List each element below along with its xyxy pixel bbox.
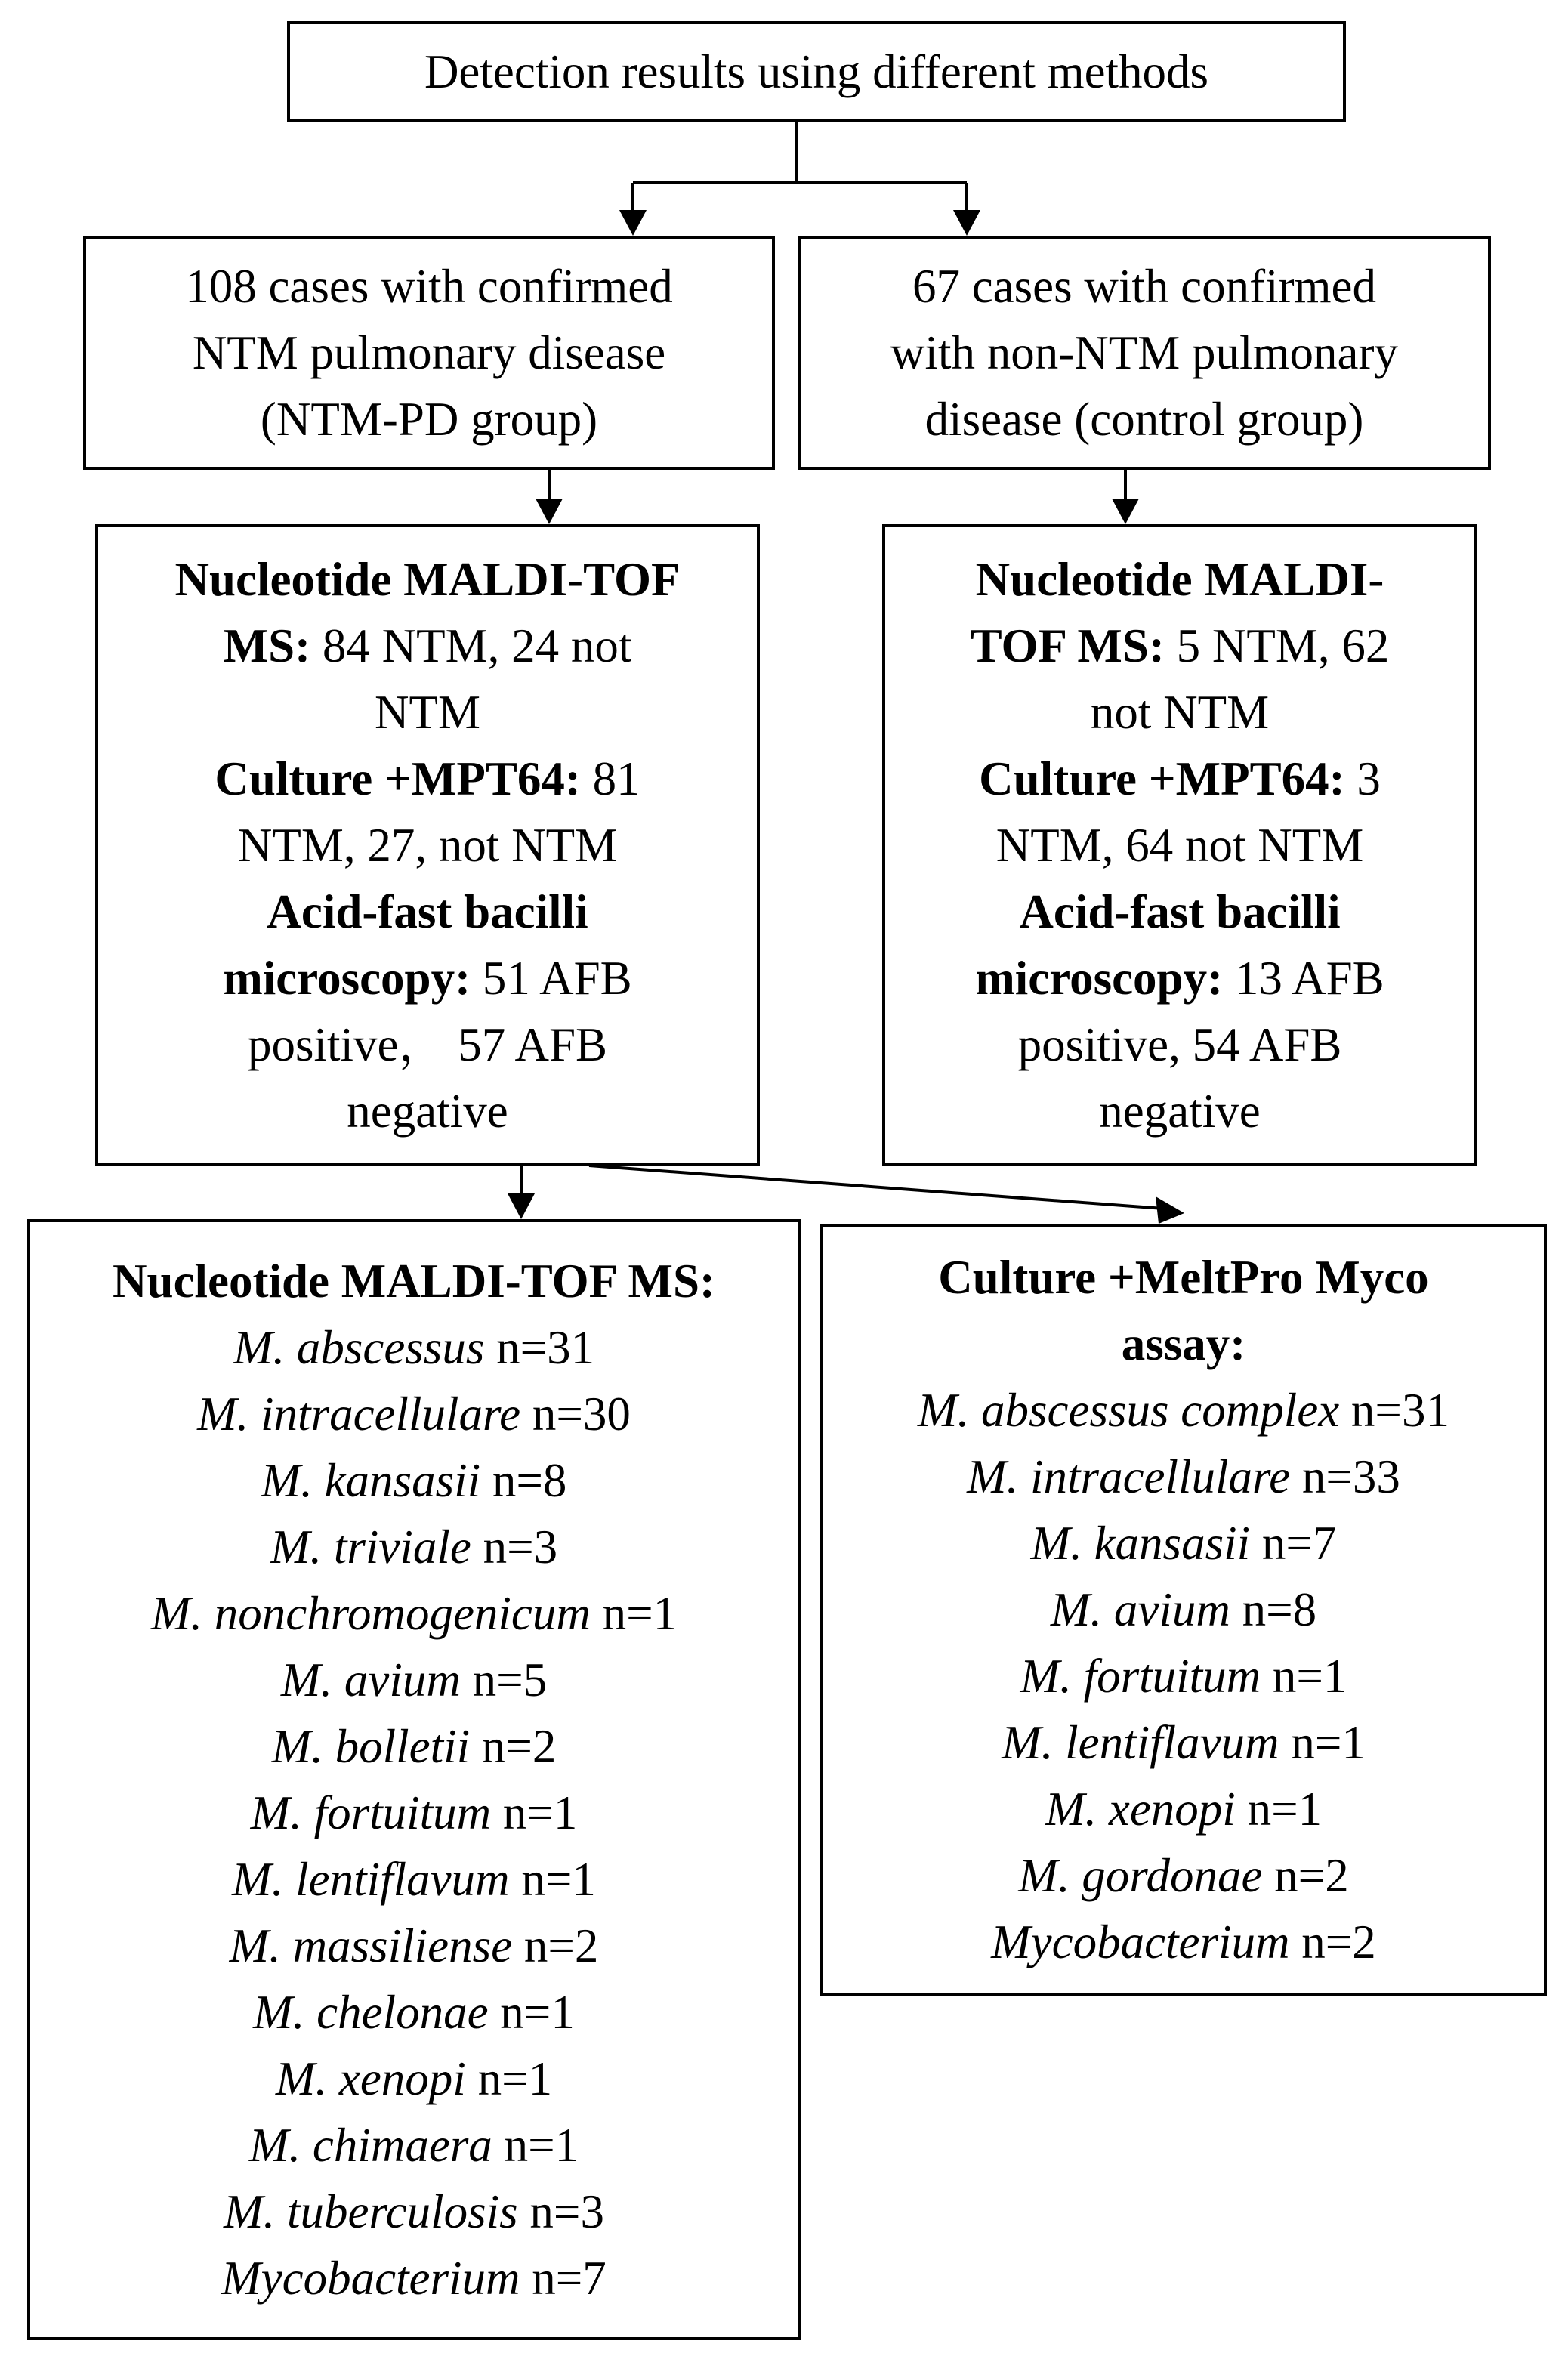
species-count: n=1 <box>590 1587 678 1640</box>
species-item <box>224 2178 604 2245</box>
left-culture-value-1: 81 <box>580 752 640 805</box>
left-maldi-value-2: NTM <box>375 685 480 739</box>
right-culture-value-1: 3 <box>1344 752 1381 805</box>
left-maldi-value-1: 84 NTM, 24 not <box>310 619 632 672</box>
species-count: n=2 <box>1289 1916 1376 1968</box>
species-name: Mycobacterium <box>991 1916 1290 1968</box>
right-afb-label: Acid-fast bacilli <box>1019 885 1341 938</box>
species-count: n=33 <box>1290 1450 1400 1503</box>
right-culture-value-2: NTM, 64 not NTM <box>995 818 1364 872</box>
species-count: n=7 <box>520 2252 607 2305</box>
species-item <box>1045 1776 1322 1842</box>
top-title-box <box>287 21 1346 122</box>
ntm-group-line-2: NTM pulmonary disease <box>192 326 666 379</box>
right-afb-label-2: microscopy: <box>975 951 1224 1005</box>
species-count: n=1 <box>488 1986 575 2039</box>
species-name: M. kansasii <box>261 1454 481 1507</box>
control-group-line-2: with non-NTM pulmonary <box>890 326 1398 379</box>
species-item <box>251 1780 578 1846</box>
species-name: M. bolletii <box>271 1720 471 1773</box>
arrowhead-ntm-group <box>619 210 647 236</box>
species-name: M. intracellulare <box>967 1450 1291 1503</box>
species-name: M. chimaera <box>248 2119 492 2172</box>
species-name: M. kansasii <box>1030 1517 1251 1570</box>
species-item <box>1002 1709 1366 1776</box>
species-item <box>1020 1643 1347 1709</box>
species-name: M. avium <box>280 1653 461 1706</box>
arrowhead-left-results <box>536 499 563 524</box>
arrowhead-meltpro-species <box>1156 1196 1184 1224</box>
right-afb-value-1: 13 AFB <box>1223 951 1384 1005</box>
species-count: n=2 <box>1262 1849 1349 1902</box>
species-count: n=2 <box>470 1720 557 1773</box>
species-count: n=2 <box>512 1919 599 1972</box>
species-count: n=5 <box>460 1653 548 1706</box>
species-name: M. massiliense <box>229 1919 513 1972</box>
right-maldi-value-1: 5 NTM, 62 <box>1164 619 1390 672</box>
maldi-species-box <box>27 1219 801 2340</box>
left-maldi-label-2: MS: <box>223 619 311 672</box>
meltpro-title-1: Culture +MeltPro Myco <box>938 1251 1429 1304</box>
species-name: M. abscessus complex <box>918 1384 1340 1437</box>
species-item <box>1051 1576 1316 1643</box>
species-item <box>272 1713 557 1780</box>
left-afb-value-1: 51 AFB <box>471 951 632 1005</box>
left-culture-label: Culture +MPT64: <box>215 752 581 805</box>
species-count: n=1 <box>1279 1716 1366 1769</box>
species-item <box>151 1580 677 1647</box>
species-name: M. abscessus <box>233 1321 485 1374</box>
species-item <box>249 2112 579 2178</box>
species-item <box>281 1647 547 1713</box>
arrowhead-right-results <box>1112 499 1139 524</box>
maldi-species-title: Nucleotide MALDI-TOF MS: <box>113 1255 715 1308</box>
right-afb-value-3: negative <box>1099 1084 1261 1138</box>
arrowhead-control-group <box>953 210 980 236</box>
species-count: n=1 <box>509 1853 596 1906</box>
species-count: n=3 <box>471 1521 558 1573</box>
meltpro-species-box <box>820 1224 1547 1996</box>
species-count: n=31 <box>1339 1384 1449 1437</box>
species-name: M. fortuitum <box>1020 1650 1261 1703</box>
control-group-box <box>798 236 1491 470</box>
left-maldi-label: Nucleotide MALDI-TOF <box>174 552 681 606</box>
left-culture-value-2: NTM, 27, not NTM <box>237 818 618 872</box>
right-afb-value-2: positive, 54 AFB <box>1017 1017 1342 1071</box>
species-count: n=8 <box>480 1454 567 1507</box>
species-name: M. xenopi <box>275 2052 466 2105</box>
ntm-group-line-1: 108 cases with confirmed <box>185 260 673 313</box>
species-name: Mycobacterium <box>221 2252 520 2305</box>
species-item <box>197 1381 631 1447</box>
left-afb-label: Acid-fast bacilli <box>267 885 588 938</box>
species-item <box>233 1314 594 1381</box>
meltpro-title-2: assay: <box>1121 1317 1246 1370</box>
species-name: M. chelonae <box>253 1986 489 2039</box>
species-item <box>270 1514 557 1580</box>
species-count: n=1 <box>465 2052 553 2105</box>
species-item <box>1018 1842 1348 1909</box>
species-item <box>1031 1510 1337 1576</box>
species-count: n=8 <box>1230 1583 1317 1636</box>
species-item <box>230 1913 599 1979</box>
control-group-line-3: disease (control group) <box>924 393 1364 446</box>
species-count: n=3 <box>517 2185 604 2238</box>
species-item <box>991 1909 1376 1975</box>
species-item <box>261 1447 567 1514</box>
species-item <box>967 1443 1400 1510</box>
arrow-to-meltpro-species <box>589 1166 1163 1209</box>
species-count: n=7 <box>1250 1517 1337 1570</box>
ntm-group-line-3: (NTM-PD group) <box>260 393 598 446</box>
species-name: M. triviale <box>270 1521 471 1573</box>
left-afb-value-2: positive， 57 AFB <box>247 1017 608 1071</box>
right-culture-label: Culture +MPT64: <box>979 752 1345 805</box>
control-results-box <box>882 524 1477 1166</box>
right-maldi-label-2: TOF MS: <box>970 619 1165 672</box>
right-maldi-label: Nucleotide MALDI- <box>975 552 1384 606</box>
species-count: n=1 <box>491 1786 578 1839</box>
species-count: n=30 <box>520 1388 631 1440</box>
arrowhead-maldi-species <box>508 1193 535 1219</box>
species-item <box>918 1377 1449 1443</box>
species-item <box>221 2245 607 2311</box>
species-item <box>276 2046 552 2112</box>
species-count: n=1 <box>492 2119 579 2172</box>
control-group-line-1: 67 cases with confirmed <box>912 260 1377 313</box>
species-count: n=1 <box>1235 1783 1323 1836</box>
species-name: M. lentiflavum <box>1002 1716 1279 1769</box>
species-name: M. avium <box>1050 1583 1230 1636</box>
ntm-pd-group-box <box>83 236 775 470</box>
species-name: M. xenopi <box>1045 1783 1236 1836</box>
species-item <box>253 1979 575 2046</box>
left-afb-label-2: microscopy: <box>223 951 471 1005</box>
species-count: n=31 <box>484 1321 595 1374</box>
species-name: M. tuberculosis <box>224 2185 518 2238</box>
species-item <box>232 1846 596 1913</box>
species-name: M. fortuitum <box>250 1786 492 1839</box>
species-count: n=1 <box>1261 1650 1347 1703</box>
top-title: Detection results using different methods <box>424 45 1209 98</box>
ntm-pd-results-box <box>95 524 760 1166</box>
species-name: M. intracellulare <box>197 1388 521 1440</box>
right-maldi-value-2: not NTM <box>1090 685 1270 739</box>
left-afb-value-3: negative <box>347 1084 508 1138</box>
species-name: M. nonchromogenicum <box>150 1587 591 1640</box>
species-name: M. lentiflavum <box>232 1853 510 1906</box>
species-name: M. gordonae <box>1018 1849 1263 1902</box>
